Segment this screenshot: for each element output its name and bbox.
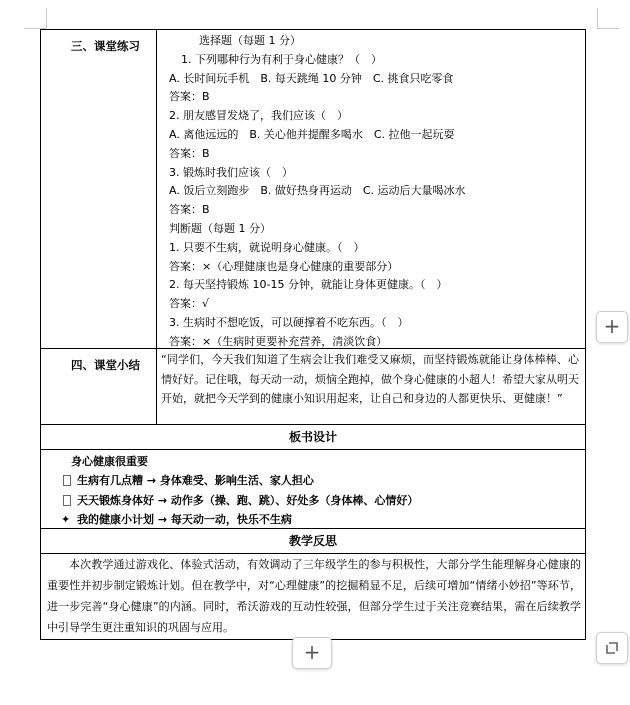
- practice-line: 1. 只要不生病，就说明身心健康。（ ）: [169, 240, 365, 254]
- summary-text: “同学们，今天我们知道了生病会让我们难受又麻烦，而坚持锻炼就能让身体棒棒、心情好好。记住哦，每天动一动，烦恼全跑掉，做个身心健康的小超人！希望大家从明天开始，就把今天学到的健康小知识用起来，让自己和身边的人都更快乐、更健康！”: [161, 353, 579, 405]
- box-glyph-icon: [63, 495, 71, 506]
- page-guide-right-vertical: [597, 8, 598, 28]
- practice-line: 答案：B: [169, 203, 210, 217]
- practice-line: A. 离他远远的 B. 关心他并提醒多喝水 C. 拉他一起玩耍: [169, 127, 455, 141]
- board-title: 身心健康很重要: [71, 455, 148, 468]
- practice-line: A. 长时间玩手机 B. 每天跳绳 10 分钟 C. 挑食只吃零食: [169, 71, 454, 85]
- practice-content[interactable]: [157, 30, 585, 348]
- practice-label: 三、课堂练习: [41, 30, 157, 348]
- board-item: [61, 510, 585, 530]
- reflection-heading-row: [41, 529, 585, 554]
- practice-line: 3. 锻炼时我们应该（ ）: [169, 165, 293, 179]
- board-row[interactable]: [41, 450, 585, 529]
- resize-corner-button[interactable]: [596, 632, 628, 664]
- board-item: [61, 471, 585, 491]
- practice-line: 答案：B: [169, 90, 210, 104]
- summary-row: [41, 349, 585, 425]
- practice-line: 答案：×（心理健康也是身心健康的重要部分）: [169, 259, 399, 273]
- practice-line: 答案：B: [169, 146, 210, 160]
- board-items: [61, 471, 585, 530]
- summary-content[interactable]: [157, 349, 585, 424]
- board-heading: 板书设计: [288, 430, 337, 444]
- add-side-button[interactable]: +: [596, 311, 628, 343]
- practice-line: 2. 朋友感冒发烧了，我们应该（ ）: [169, 109, 348, 123]
- resize-corner-icon: [597, 633, 627, 663]
- summary-label: 四、课堂小结: [41, 349, 157, 424]
- box-glyph-icon: [63, 475, 71, 486]
- practice-line: 判断题（每题 1 分）: [169, 221, 271, 235]
- practice-line: 3. 生病时不想吃饭，可以硬撑着不吃东西。（ ）: [169, 315, 409, 329]
- reflection-text: 本次教学通过游戏化、体验式活动，有效调动了三年级学生的参与积极性，大部分学生能理解身心健康的重要性并初步制定锻炼计划。但在教学中，对“心理健康”的挖掘稍显不足，后续可增加“情绪小妙招”等环节，进一步完善“身心健康”的内涵。同时，希沃游戏的互动性较强，但部分学生过于关注竞赛结果，需在后续教学中引导学生更注重知识的巩固与应用。: [47, 558, 581, 634]
- reflection-heading: 教学反思: [288, 534, 337, 548]
- board-item: [61, 491, 585, 511]
- practice-line: 2. 每天坚持锻炼 10-15 分钟，就能让身体更健康。（ ）: [169, 278, 448, 292]
- page-guide-left-vertical: [46, 8, 47, 28]
- practice-row: [41, 30, 585, 349]
- board-heading-row: [41, 425, 585, 450]
- practice-line: 1. 下列哪种行为有利于身心健康？（ ）: [181, 52, 382, 66]
- board-item-text: 天天锻炼身体好 → 动作多（操、跑、跳）、好处多（身体棒、心情好）: [77, 493, 419, 507]
- practice-line: A. 饭后立刻跑步 B. 做好热身再运动 C. 运动后大量喝冰水: [169, 184, 466, 198]
- practice-line: 答案：√: [169, 297, 210, 311]
- practice-line: 选择题（每题 1 分）: [199, 34, 301, 47]
- lesson-table: [40, 29, 586, 640]
- board-content: [41, 450, 585, 528]
- board-item-text: 生病有几点糟 → 身体难受、影响生活、家人担心: [77, 474, 314, 487]
- page-guide-right-horizontal: [597, 28, 619, 29]
- sparkle-icon: ✦: [61, 513, 71, 526]
- reflection-row[interactable]: [41, 554, 585, 639]
- board-item-text: 我的健康小计划 → 每天动一动，快乐不生病: [77, 513, 292, 526]
- add-below-button[interactable]: +: [292, 637, 332, 669]
- practice-line: 答案：×（生病时更要补充营养，清淡饮食）: [169, 334, 388, 348]
